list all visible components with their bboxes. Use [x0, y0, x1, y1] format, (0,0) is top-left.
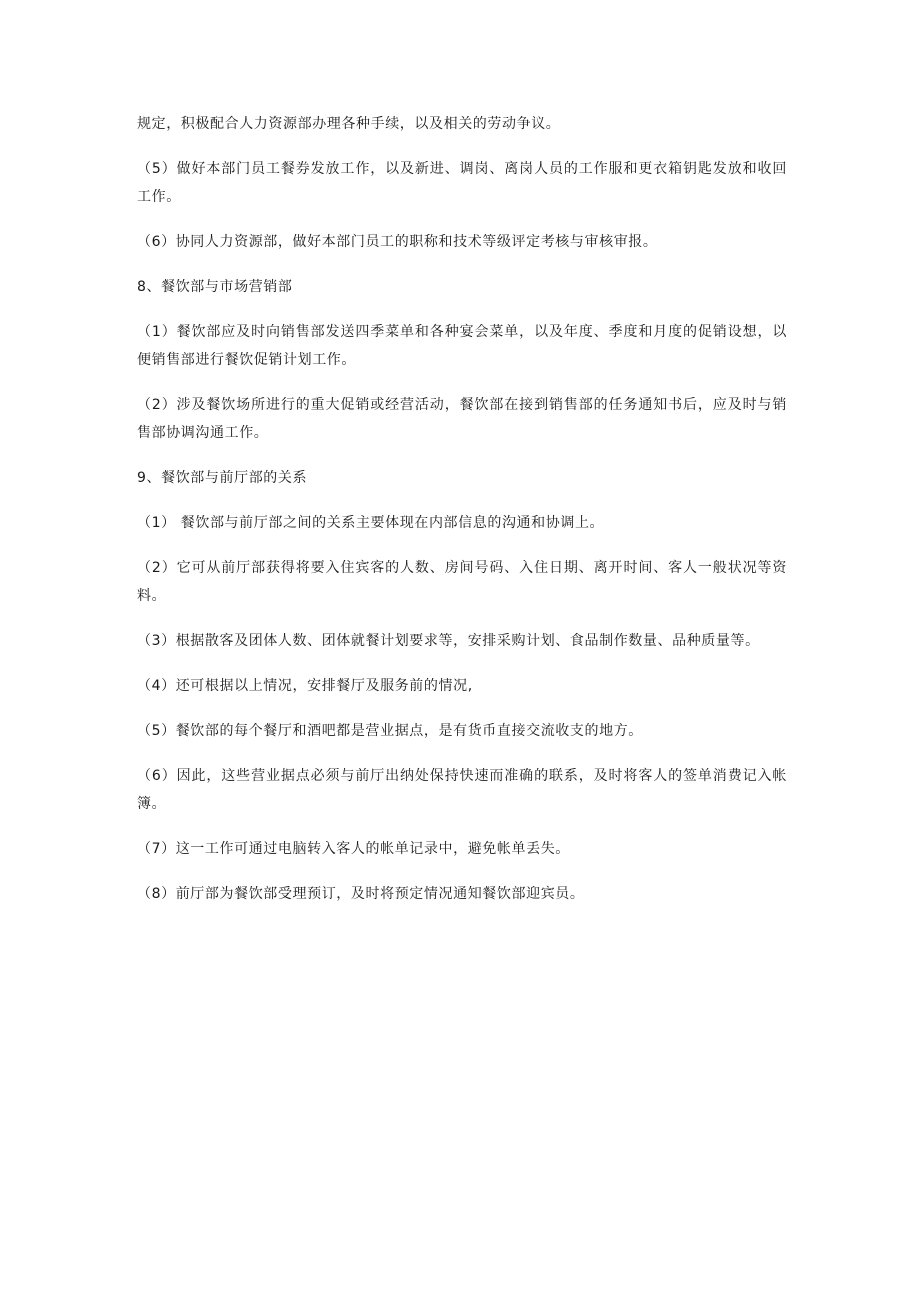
paragraph-9-item-6: （6）因此，这些营业据点必须与前厅出纳处保持快速而准确的联系，及时将客人的签单消费记入帐簿。 — [137, 768, 787, 812]
paragraph-9-item-7: （7）这一工作可通过电脑转入客人的帐单记录中，避免帐单丢失。 — [137, 841, 570, 857]
section-heading-8: 8、餐饮部与市场营销部 — [137, 279, 293, 295]
paragraph-9-item-2: （2）它可从前厅部获得将要入住宾客的人数、房间号码、入住日期、离开时间、客人一般状况等资料。 — [137, 560, 787, 604]
paragraph-item-5: （5）做好本部门员工餐券发放工作，以及新进、调岗、离岗人员的工作服和更衣箱钥匙发放和收回工作。 — [137, 161, 787, 205]
paragraph-9-item-4: （4）还可根据以上情况，安排餐厅及服务前的情况, — [137, 678, 473, 694]
paragraph-9-item-1: （1） 餐饮部与前厅部之间的关系主要体现在内部信息的沟通和协调上。 — [137, 515, 605, 531]
paragraph-8-item-2: （2）涉及餐饮场所进行的重大促销或经营活动，餐饮部在接到销售部的任务通知书后，应及时与销售部协调沟通工作。 — [137, 397, 787, 441]
paragraph-item-6: （6）协同人力资源部，做好本部门员工的职称和技术等级评定考核与审核审报。 — [137, 234, 658, 250]
paragraph-9-item-8: （8）前厅部为餐饮部受理预订，及时将预定情况通知餐饮部迎宾员。 — [137, 886, 585, 902]
document-page — [137, 110, 787, 925]
paragraph-continuation: 规定，积极配合人力资源部办理各种手续，以及相关的劳动争议。 — [137, 116, 561, 132]
section-heading-9: 9、餐饮部与前厅部的关系 — [137, 470, 308, 486]
paragraph-9-item-5: （5）餐饮部的每个餐厅和酒吧都是营业据点，是有货币直接交流收支的地方。 — [137, 723, 643, 739]
paragraph-9-item-3: （3）根据散客及团体人数、团体就餐计划要求等，安排采购计划、食品制作数量、品种质量等。 — [137, 633, 760, 649]
paragraph-8-item-1: （1）餐饮部应及时向销售部发送四季菜单和各种宴会菜单，以及年度、季度和月度的促销设想，以便销售部进行餐饮促销计划工作。 — [137, 324, 787, 368]
